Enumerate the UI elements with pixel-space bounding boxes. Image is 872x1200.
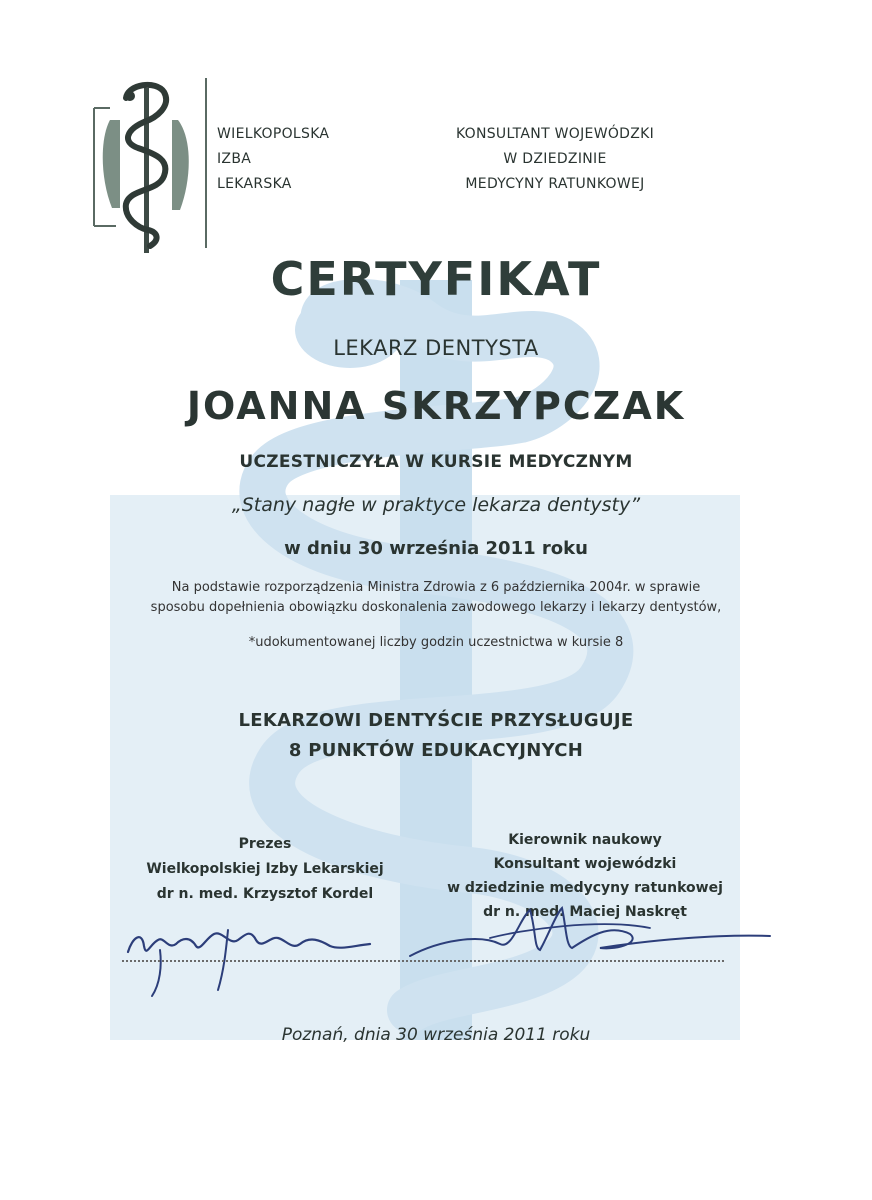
consultant-line: MEDYCYNY RATUNKOWEJ	[465, 176, 645, 192]
participation-statement: UCZESTNICZYŁA W KURSIE MEDYCZNYM	[239, 452, 633, 472]
consultant-line: KONSULTANT WOJEWÓDZKI	[455, 126, 655, 142]
organization-line: LEKARSKA	[217, 176, 292, 192]
legal-line: sposobu dopełnienia obowiązku doskonalenia zawodowego lekarzy i lekarzy dentystów,	[150, 600, 722, 615]
profession: LEKARZ DENTYSTA	[333, 336, 539, 360]
place-and-date: Poznań, dnia 30 września 2011 roku	[281, 1025, 591, 1045]
hours-line: *udokumentowanej liczby godzin uczestnictwa w kursie 8	[248, 635, 624, 650]
entitlement-line: 8 PUNKTÓW EDUKACYJNYCH	[288, 740, 584, 761]
course-date: w dniu 30 września 2011 roku	[284, 538, 588, 559]
course-title: „Stany nagłe w praktyce lekarza dentysty”	[231, 494, 641, 516]
organization-line: IZBA	[217, 151, 252, 167]
legal-line: Na podstawie rozporządzenia Ministra Zdrowia z 6 października 2004r. w sprawie	[171, 580, 701, 595]
signature-line	[122, 960, 724, 962]
right-signature	[410, 908, 770, 956]
entitlement-line: LEKARZOWI DENTYŚCIE PRZYSŁUGUJE	[238, 710, 634, 731]
signatory-line: dr n. med. Krzysztof Kordel	[156, 886, 374, 902]
signatory-line: Konsultant wojewódzki	[493, 856, 677, 872]
signatory-line: Kierownik naukowy	[508, 832, 662, 848]
signatory-line: dr n. med. Maciej Naskręt	[483, 904, 687, 920]
signatory-line: Prezes	[238, 836, 292, 852]
organization-line: WIELKOPOLSKA	[217, 126, 330, 142]
left-signature	[128, 933, 370, 952]
signatory-line: Wielkopolskiej Izby Lekarskiej	[146, 861, 384, 877]
signatory-line: w dziedzinie medycyny ratunkowej	[447, 880, 723, 896]
certificate-title: CERTYFIKAT	[270, 252, 602, 306]
consultant-line: W DZIEDZINIE	[503, 151, 607, 167]
recipient-name: JOANNA SKRZYPCZAK	[186, 384, 686, 428]
